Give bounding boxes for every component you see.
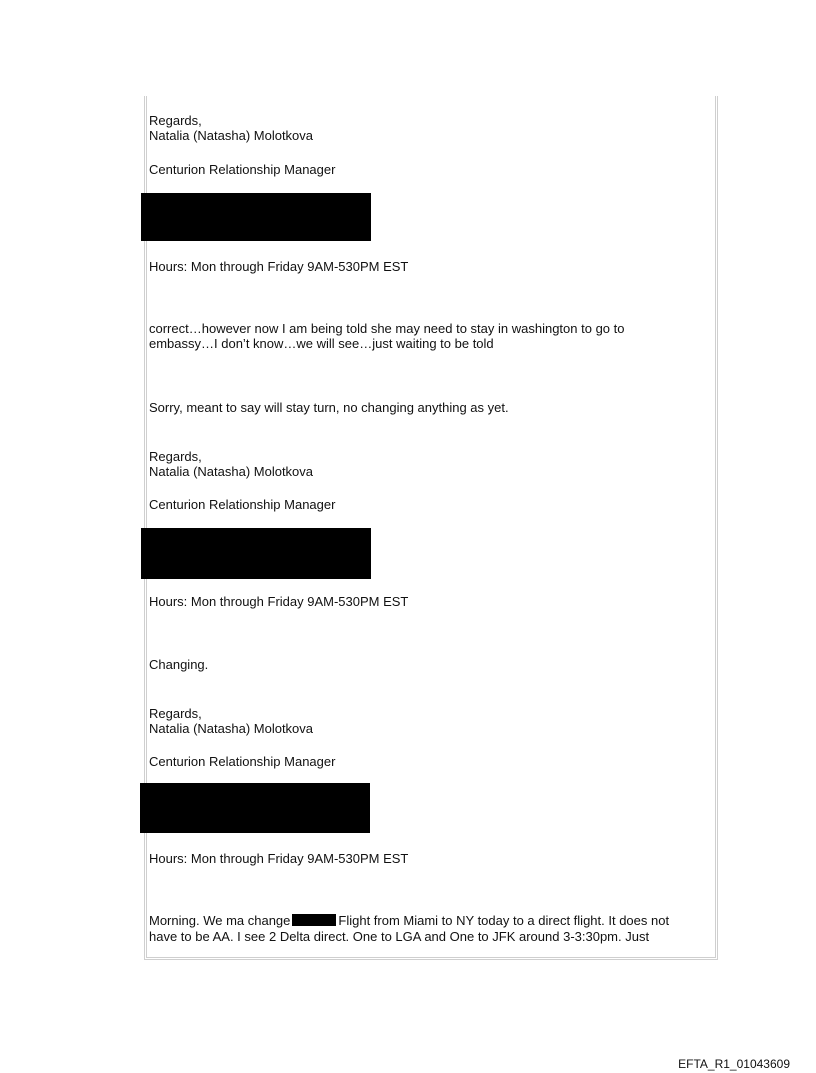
signature-title: Centurion Relationship Manager — [149, 754, 336, 769]
signature-hours: Hours: Mon through Friday 9AM-530PM EST — [149, 259, 409, 274]
message-text-part: Flight from Miami to NY today to a direct flight. It does not — [338, 913, 670, 928]
signature-regards: Regards, — [149, 706, 202, 721]
signature-regards: Regards, — [149, 113, 202, 128]
message-text — [149, 913, 669, 928]
signature-title: Centurion Relationship Manager — [149, 497, 336, 512]
message-text: Changing. — [149, 657, 209, 672]
inline-redaction — [292, 914, 336, 926]
message-text: correct…however now I am being told she may need to stay in washington to go to — [149, 321, 625, 336]
signature-name: Natalia (Natasha) Molotkova — [149, 128, 314, 143]
signature-hours: Hours: Mon through Friday 9AM-530PM EST — [149, 594, 409, 609]
message-text: embassy…I don’t know…we will see…just waiting to be told — [149, 336, 494, 351]
document-id: EFTA_R1_01043609 — [678, 1057, 790, 1071]
message-text-part: Morning. We ma change — [149, 913, 291, 928]
signature-name: Natalia (Natasha) Molotkova — [149, 464, 314, 479]
redaction-block — [141, 193, 371, 241]
signature-hours: Hours: Mon through Friday 9AM-530PM EST — [149, 851, 409, 866]
message-text: Sorry, meant to say will stay turn, no changing anything as yet. — [149, 400, 509, 415]
signature-regards: Regards, — [149, 449, 202, 464]
redaction-block — [140, 783, 370, 833]
signature-name: Natalia (Natasha) Molotkova — [149, 721, 314, 736]
message-text: have to be AA. I see 2 Delta direct. One to LGA and One to JFK around 3-3:30pm. Just — [149, 929, 650, 944]
signature-title: Centurion Relationship Manager — [149, 162, 336, 177]
redaction-block — [141, 528, 371, 579]
